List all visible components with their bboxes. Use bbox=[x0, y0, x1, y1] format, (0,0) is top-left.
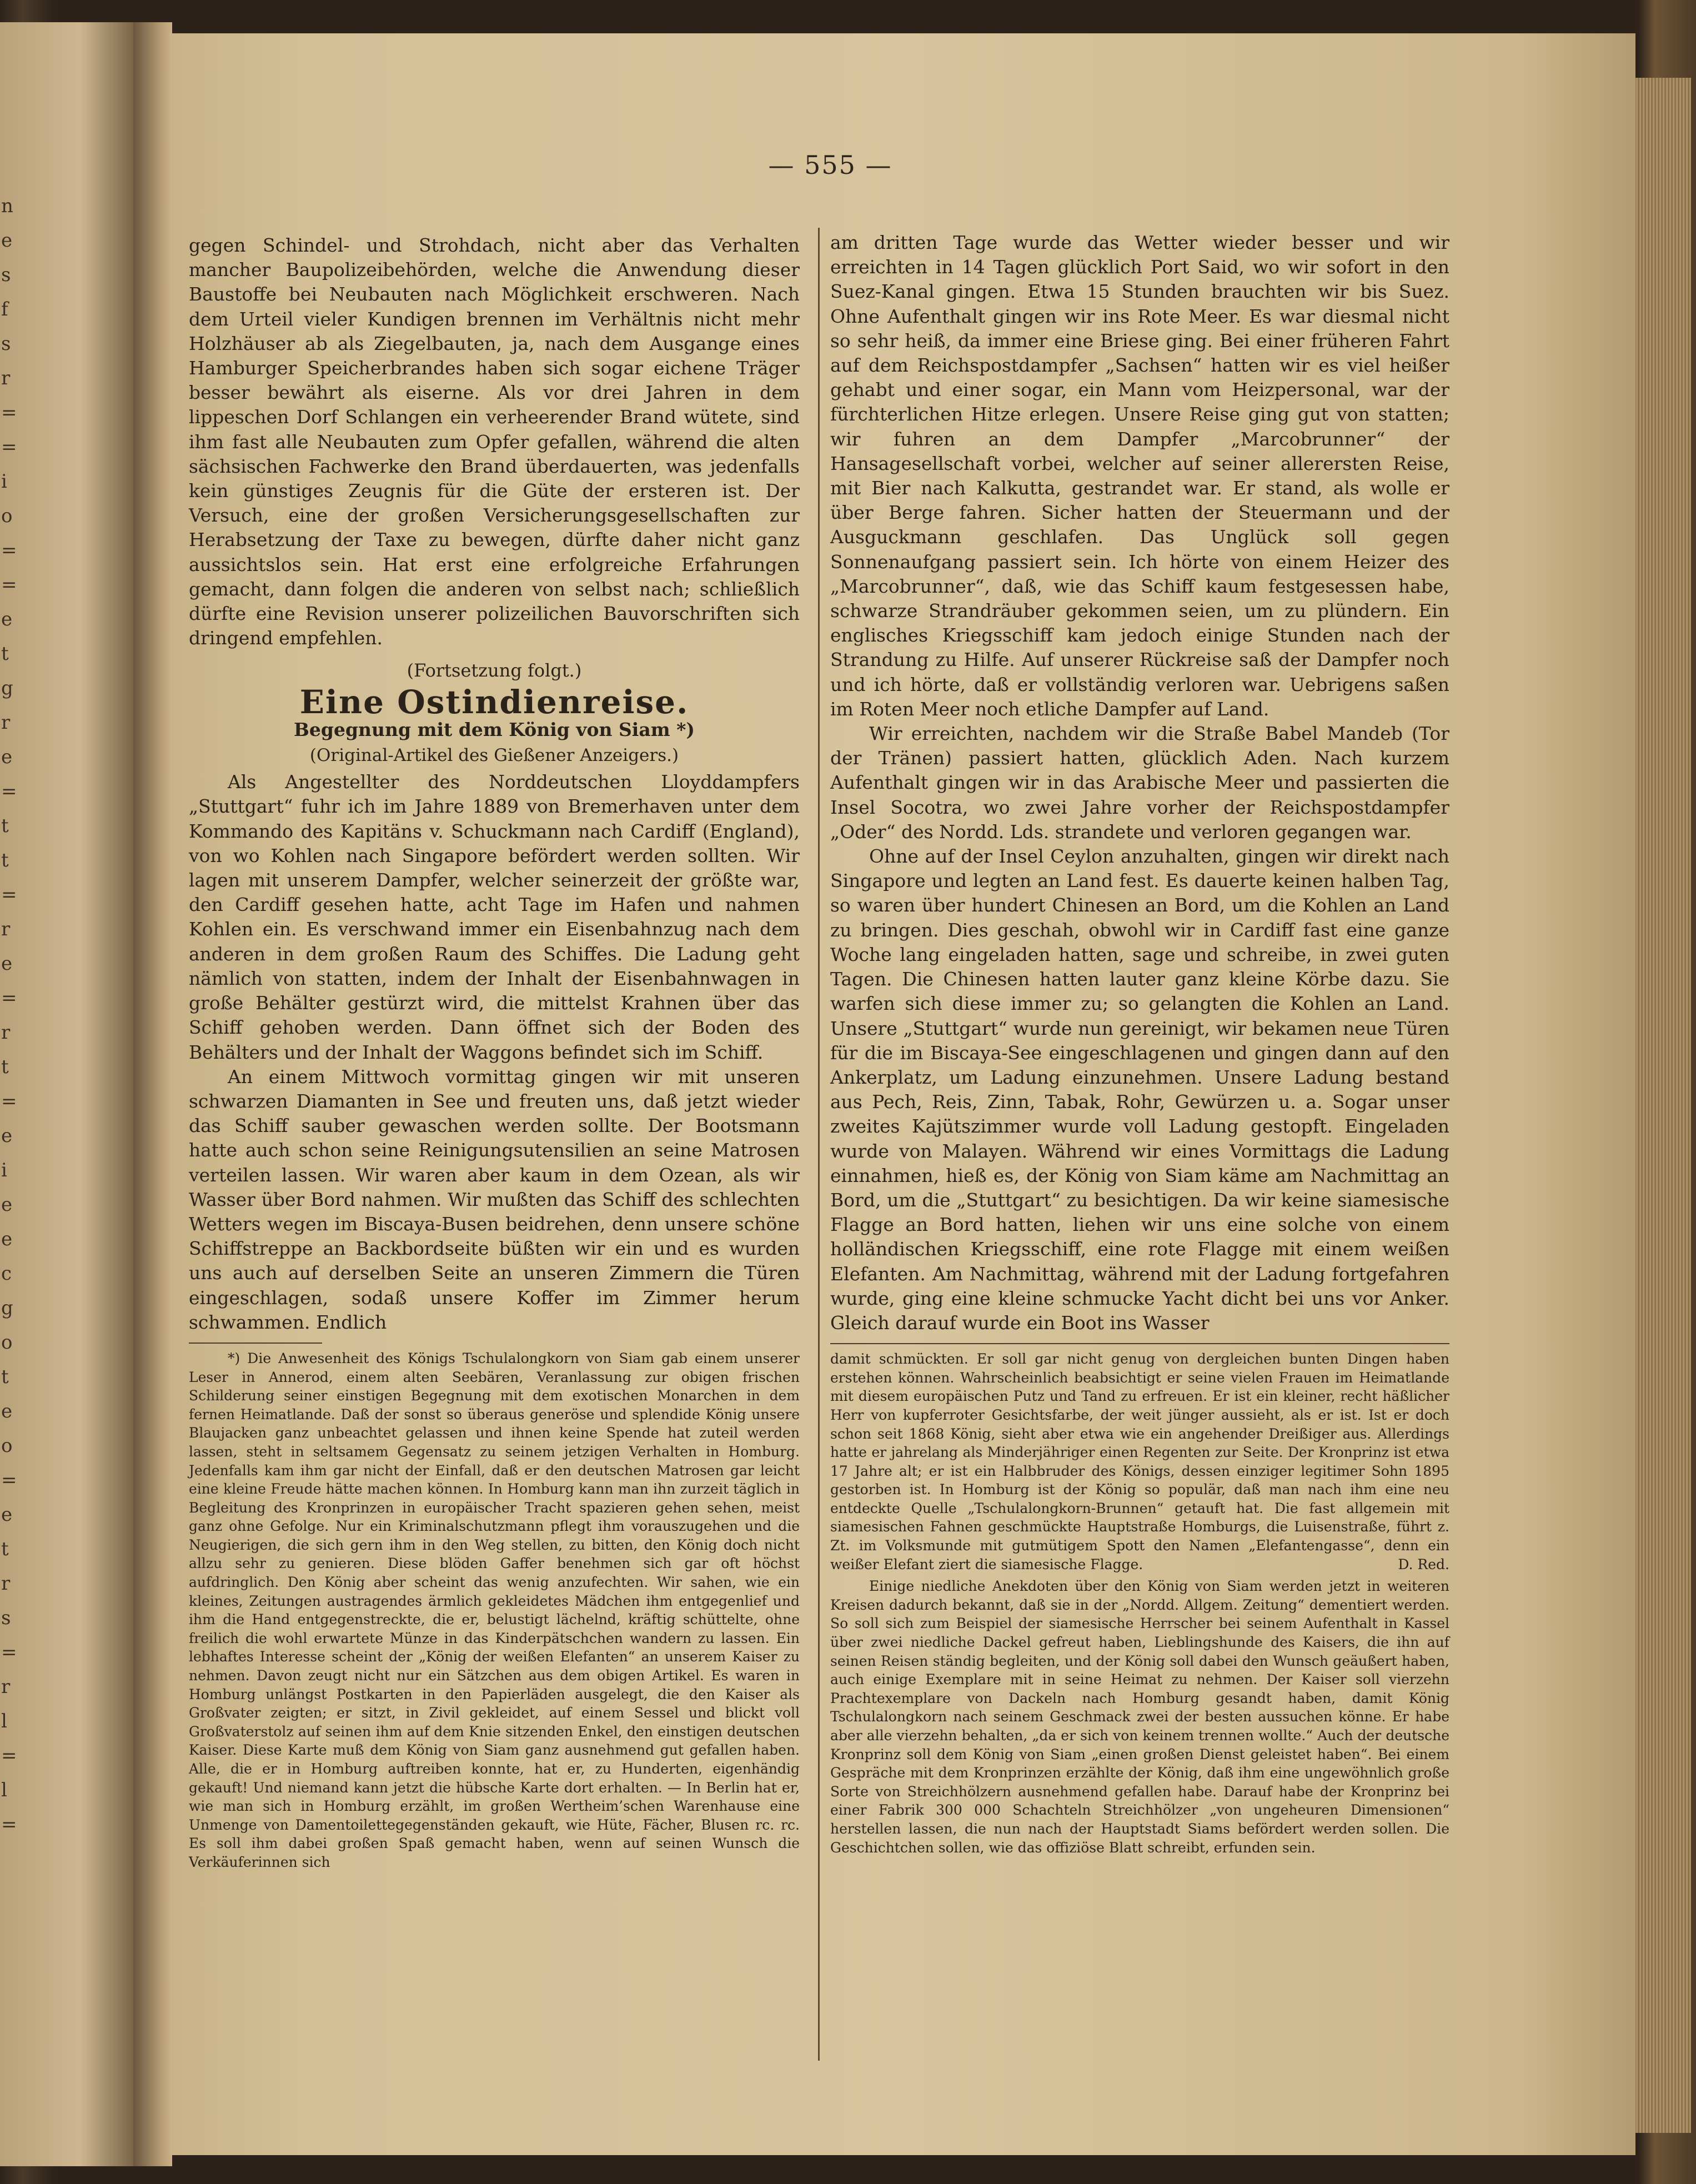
footnote-right bbox=[830, 1350, 1449, 1857]
paragraph-aden: Wir erreichten, nachdem wir die Straße Babel Mandeb (Tor der Tränen) passiert hatten, glücklich Aden. Nach kurzem Aufenthalt gingen wir in das Arabische Meer und passierten die Insel Socotra, wo zwei Jahre vorher der Reichspostdampfer „Oder“ des Nordd. Lds. strandete und verloren gegangen war. bbox=[830, 723, 1449, 843]
footnote-left bbox=[189, 1349, 800, 1872]
page-fore-edge bbox=[1635, 78, 1691, 2133]
edge-letter: t bbox=[1, 1056, 9, 1078]
article-title: Eine Ostindienreise. bbox=[299, 683, 689, 721]
edge-letter: t bbox=[1, 849, 9, 871]
edge-letter: = bbox=[1, 780, 17, 803]
footnote-anecdotes: Einige niedliche Anekdoten über den König von Siam werden jetzt in weiteren Kreisen dadurch bekannt, daß sie in der „Nordd. Allgem. Zeitung“ dementiert werden. So soll sich zum Beispiel der siamesische Herrscher bei seinem Aufenthalt in Kassel über zwei niedliche Dackel gefreut haben, Lieblingshunde des Kaisers, die ihn auf seinen Reisen ständig begleiten, und der König soll dabei den Wunsch geäußert haben, auch einige Exemplare mit in seine Heimat zu nehmen. Der Kaiser soll vierzehn Prachtexemplare von Dackeln nach Homburg gesandt haben, damit König Tschulalongkorn nach seinem Geschmack zwei der besten aussuchen könne. Er habe aber alle vierzehn behalten, „da er sich von keinem trennen wollte.“ Auch der deutsche Kronprinz soll dem König von Siam „einen großen Dienst geleistet haben“. Bei einem Gespräche mit dem Kronprinzen erzählte der König, daß ihm eine ungewöhnlich große Sorte von Streichhölzern ausnehmend gefallen habe. Darauf habe der Kronprinz bei einer Fabrik 300 000 Schachteln Streichhölzer „von ungeheuren Dimensionen“ herstellen lassen, die nun nach der Hauptstadt Siams befördert werden sollen. Die Geschichtchen sollen, wie das offiziöse Blatt schreibt, erfunden sein. bbox=[830, 1578, 1449, 1856]
edge-letter: r bbox=[1, 1676, 11, 1698]
edge-letter: e bbox=[1, 746, 13, 768]
edge-letter: c bbox=[1, 1263, 12, 1285]
edge-letter: i bbox=[1, 1159, 7, 1181]
edge-letter: e bbox=[1, 1125, 13, 1147]
edge-letter: = bbox=[1, 1641, 17, 1664]
edge-letter: l bbox=[1, 1710, 7, 1732]
edge-letter: o bbox=[1, 1331, 13, 1354]
article-source: (Original-Artikel des Gießener Anzeigers.) bbox=[309, 745, 679, 766]
edge-letter: g bbox=[1, 1297, 13, 1319]
footnote-rule-right bbox=[830, 1343, 1449, 1344]
edge-letter: t bbox=[1, 643, 9, 665]
paragraph-building-materials: gegen Schindel- und Strohdach, nicht aber das Verhalten mancher Baupolizeibehörden, welche die Anwendung dieser Baustoffe bei Neubauten nach Möglichkeit erschweren. Nach dem Urteil vieler Kundigen brennen im Verhältnis nicht mehr Holzhäuser ab als Ziegelbauten, ja, nach dem Ausgange eines Hamburger Speicherbrandes haben sich sogar eichene Träger besser bewährt als eiserne. Als vor drei Jahren in dem lippeschen Dorf Schlangen ein verheerender Brand wütete, sind ihm fast alle Neubauten zum Opfer gefallen, während die alten sächsischen Fachwerke den Brand überdauerten, was jedenfalls kein günstiges Zeugnis für die Güte der ersteren ist. Der Versuch, eine der großen Versicherungsgesellschaften zur Herabsetzung der Taxe zu bewegen, dürfte daher nicht ganz aussichtslos sein. Hat erst eine erfolgreiche Erfahrungen gemacht, dann folgen die anderen von selbst nach; schließlich dürfte eine Revision unserer polizeilichen Bauvorschriften sich dringend empfehlen. bbox=[189, 234, 800, 649]
footnote-rule bbox=[189, 1343, 322, 1344]
continuation-note: (Fortsetzung folgt.) bbox=[407, 660, 582, 682]
edge-letter: r bbox=[1, 918, 11, 940]
edge-letter: = bbox=[1, 574, 17, 596]
edge-letter: r bbox=[1, 1572, 11, 1595]
edge-letter: t bbox=[1, 1366, 9, 1388]
book-gutter bbox=[133, 22, 172, 2166]
edge-letter: n bbox=[1, 195, 13, 217]
edge-letter: = bbox=[1, 1745, 17, 1767]
left-column bbox=[189, 233, 800, 1872]
edge-letter: f bbox=[1, 298, 8, 320]
edge-letter: = bbox=[1, 1814, 17, 1836]
newspaper-page bbox=[169, 33, 1635, 2155]
edge-letter: o bbox=[1, 505, 13, 527]
edge-letter: e bbox=[1, 608, 13, 630]
paragraph-singapore: Ohne auf der Insel Ceylon anzuhalten, gingen wir direkt nach Singapore und legten an Land fest. Es dauerte keinen halben Tag, so waren über hundert Chinesen an Bord, um die Kohlen an Land zu bringen. Dies geschah, obwohl wir in Cardiff fast eine ganze Woche lang eingeladen hatten, sage und schreibe, in zwei guten Tagen. Die Chinesen hatten lauter ganz kleine Körbe dazu. Sie warfen sich diese immer zu; so gelangten die Kohlen an Land. Unsere „Stuttgart“ wurde nun gereinigt, wir bekamen neue Türen für die im Biscaya-See eingeschlagenen und gingen dann auf den Ankerplatz, um Ladung einzunehmen. Unsere Ladung bestand aus Pech, Reis, Zinn, Tabak, Rohr, Gewürzen u. a. Sogar unser zweites Kajütszimmer wurde voll Ladung gestopft. Eingeladen wurde von Malayen. Während wir eines Vormittags die Ladung einnahmen, hieß es, der König von Siam käme am Nachmittag an Bord, um die „Stuttgart“ zu besichtigen. Da wir keine siamesische Flagge an Bord hatten, liehen wir uns eine solche von einem holländischen Kriegsschiff, eine rote Flagge mit einem weißen Elefanten. Am Nachmittag, während mit der Ladung fortgefahren wurde, ging eine kleine schmucke Yacht dicht bei uns vor Anker. Gleich darauf wurde ein Boot ins Wasser bbox=[830, 845, 1449, 1334]
edge-letter: o bbox=[1, 1435, 13, 1457]
edge-letter: e bbox=[1, 1228, 13, 1250]
edge-letter: s bbox=[1, 264, 11, 286]
article-subtitle: Begegnung mit dem König von Siam *) bbox=[294, 718, 695, 740]
edge-letter: = bbox=[1, 539, 17, 562]
edge-letter: r bbox=[1, 1021, 11, 1044]
page-number: — 555 — bbox=[768, 150, 892, 180]
edge-letter: r bbox=[1, 712, 11, 734]
edge-letter: t bbox=[1, 1538, 9, 1560]
edge-letter: r bbox=[1, 367, 11, 389]
left-page-edge bbox=[0, 22, 133, 2166]
edge-letter: = bbox=[1, 436, 17, 458]
edge-letter: s bbox=[1, 1607, 11, 1629]
edge-letter: g bbox=[1, 677, 13, 699]
edge-letter: l bbox=[1, 1779, 7, 1801]
edge-letter: e bbox=[1, 1400, 13, 1422]
edge-letter: = bbox=[1, 987, 17, 1009]
edge-letter: = bbox=[1, 1090, 17, 1113]
column-divider bbox=[818, 228, 820, 2061]
footnote-text: *) Die Anwesenheit des Königs Tschulalongkorn von Siam gab einem unserer Leser in Annerod, einem alten Seebären, Veranlassung zur obigen frischen Schilderung seiner einstigen Begegnung mit dem exotischen Monarchen in dem fernen Heimatlande. Daß der sonst so überaus generöse und splendide König unsere Blaujacken ganz unbeachtet gelassen und ihnen keine Spende hat zuteil werden lassen, steht in seltsamem Gegensatz zu seinem jetzigen Verhalten in Homburg. Jedenfalls kam ihm gar nicht der Einfall, daß er den deutschen Matrosen gar leicht eine kleine Freude hätte machen können. In Homburg kann man ihn zurzeit täglich in Begleitung des Kronprinzen in europäischer Tracht spazieren gehen sehen, meist ganz ohne Gefolge. Nur ein Kriminalschutzmann pflegt ihm vorauszugehen und die Neugierigen, die sich gern ihm in den Weg stellen, zu bitten, den König doch nicht allzu sehr zu genieren. Diese blöden Gaffer benehmen sich gar oft höchst aufdringlich. Den König aber scheint das wenig anzufechten. Wir sahen, wie ein kleines, Zeitungen austragendes ärmlich gekleidetes Mädchen ihm entgegenlief und ihm die Hand entgegenstreckte, die er, belustigt lächelnd, kräftig schüttelte, ohne freilich die wohl erwartete Münze in das Kinderpätschchen wandern zu lassen. Ein lebhaftes Interesse scheint der „König der weißen Elefanten“ an unserem Kaiser zu nehmen. Davon zeugt nicht nur ein Sätzchen aus dem obigen Artikel. Es waren in Homburg unlängst Postkarten in den Papierläden ausgelegt, die den Kaiser als Großvater zeigten; er sitzt, in Zivil gekleidet, auf einem Sessel und blickt voll Großvaterstolz auf seinen ihm auf dem Knie sitzenden Enkel, den einstigen deutschen Kaiser. Diese Karte muß dem König von Siam ganz ausnehmend gut gefallen haben. Alle, die er in Homburg auftreiben konnte, hat er, zu Hunderten, eigenhändig gekauft! Und niemand kann jetzt die hübsche Karte dort erhalten. — In Berlin hat er, wie man sich in Homburg erzählt, im großen Wertheim’schen Warenhause eine Unmenge von Damentoilettegegenständen gekauft, wie Hüte, Fächer, Blusen rc. rc. Es soll ihm dabei großen Spaß gemacht haben, wenn auf seinen Wunsch die Verkäuferinnen sich bbox=[189, 1350, 800, 1870]
footnote-continuation: damit schmückten. Er soll gar nicht genug von dergleichen bunten Dingen haben erstehen können. Wahrscheinlich beabsichtigt er seine vielen Frauen im Heimatlande mit diesem europäischen Putz und Tand zu erfreuen. Er ist ein kleiner, recht häßlicher Herr von kupferroter Gesichtsfarbe, der weit jünger aussieht, als er ist. Ist er doch schon seit 1868 König, sieht aber etwa wie ein angehender Dreißiger aus. Allerdings hatte er jahrelang als Minderjähriger einen Regenten zur Seite. Der Kronprinz ist etwa 17 Jahre alt; er ist ein Halbbruder des Königs, dessen einziger legitimer Sohn 1895 gestorben ist. In Homburg ist der König so populär, daß man nach ihm eine neu entdeckte Quelle „Tschulalongkorn-Brunnen“ getauft hat. Die fast allgemein mit siamesischen Fahnen geschmückte Hauptstraße Homburgs, die Luisenstraße, führt z. Zt. im Volksmunde mit gutmütigem Spott den Namen „Elefantengasse“, denn ein weißer Elefant ziert die siamesische Flagge. D. Red. bbox=[830, 1350, 1449, 1574]
edge-letter: e bbox=[1, 1194, 13, 1216]
edge-letter: e bbox=[1, 953, 13, 975]
editor-signature: D. Red. bbox=[1398, 1556, 1449, 1572]
left-page-cut-letters bbox=[1, 189, 18, 1842]
edge-letter: i bbox=[1, 470, 7, 493]
paragraph-at-sea: An einem Mittwoch vormittag gingen wir mit unseren schwarzen Diamanten in See und freuten uns, daß jetzt wieder das Schiff sauber gewaschen werden sollte. Der Bootsmann hatte auch schon seine Reinigungsutensilien an seine Matrosen verteilen lassen. Wir waren aber kaum in dem Ozean, als wir Wasser über Bord nahmen. Wir mußten das Schiff des schlechten Wetters wegen im Biscaya-Busen beidrehen, denn unsere schöne Schiffstreppe an Backbordseite büßten wir ein und es wurden uns auch auf derselben Seite an unseren Zimmern die Türen eingeschlagen, sodaß unsere Koffer im Zimmer herum schwammen. Endlich bbox=[189, 1065, 800, 1333]
edge-letter: e bbox=[1, 1504, 13, 1526]
edge-letter: t bbox=[1, 815, 9, 837]
edge-letter: = bbox=[1, 1469, 17, 1491]
edge-letter: s bbox=[1, 333, 11, 355]
right-column bbox=[830, 231, 1449, 1857]
edge-letter: = bbox=[1, 884, 17, 906]
paragraph-red-sea: am dritten Tage wurde das Wetter wieder besser und wir erreichten in 14 Tagen glücklich Port Said, wo wir sofort in den Suez-Kanal gingen. Etwa 15 Stunden brauchten wir bis Suez. Ohne Aufenthalt gingen wir ins Rote Meer. Es war diesmal nicht so sehr heiß, da immer eine Briese ging. Bei einer früheren Fahrt auf dem Reichspostdampfer „Sachsen“ hatten wir es viel heißer gehabt und einer sogar, ein Mann vom Heizpersonal, war der fürchterlichen Hitze erlegen. Unsere Reise ging gut von statten; wir fuhren an dem Dampfer „Marcobrunner“ der Hansagesellschaft vorbei, welcher auf seiner allerersten Reise, mit Bier nach Kalkutta, gestrandet war. Er stand, als wolle er über Berge fahren. Sicher hatten der Steuermann und der Ausguckmann geschlafen. Das Unglück soll gegen Sonnenaufgang passiert sein. Ich hörte von einem Heizer des „Marcobrunner“, daß, wie das Schiff kaum festgesessen habe, schwarze Strandräuber gekommen seien, um zu plündern. Ein englisches Kriegsschiff kam jedoch einige Stunden nach der Strandung zu Hilfe. Auf unserer Rückreise saß der Dampfer noch und ich hörte, daß er vollständig verloren war. Uebrigens saßen im Roten Meer noch etliche Dampfer auf Land. bbox=[830, 232, 1449, 720]
edge-letter: = bbox=[1, 402, 17, 424]
edge-letter: e bbox=[1, 229, 13, 252]
paragraph-voyage-start: Als Angestellter des Norddeutschen Lloyddampfers „Stuttgart“ fuhr ich im Jahre 1889 von Bremerhaven unter dem Kommando des Kapitäns v. Schuckmann nach Cardiff (England), von wo Kohlen nach Singapore befördert werden sollten. Wir lagen mit unserem Dampfer, welcher seinerzeit der größte war, den Cardiff gesehen hatte, acht Tage im Hafen und nahmen Kohlen ein. Es verschwand immer ein Eisenbahnzug nach dem anderen in dem großen Raum des Schiffes. Die Ladung geht nämlich von statten, indem der Inhalt der Eisenbahnwagen in große Behälter gestürzt wird, die mittelst Krahnen über das Schiff gehoben werden. Dann öffnet sich der Boden des Behälters und der Inhalt der Waggons befindet sich im Schiff. bbox=[189, 771, 800, 1063]
